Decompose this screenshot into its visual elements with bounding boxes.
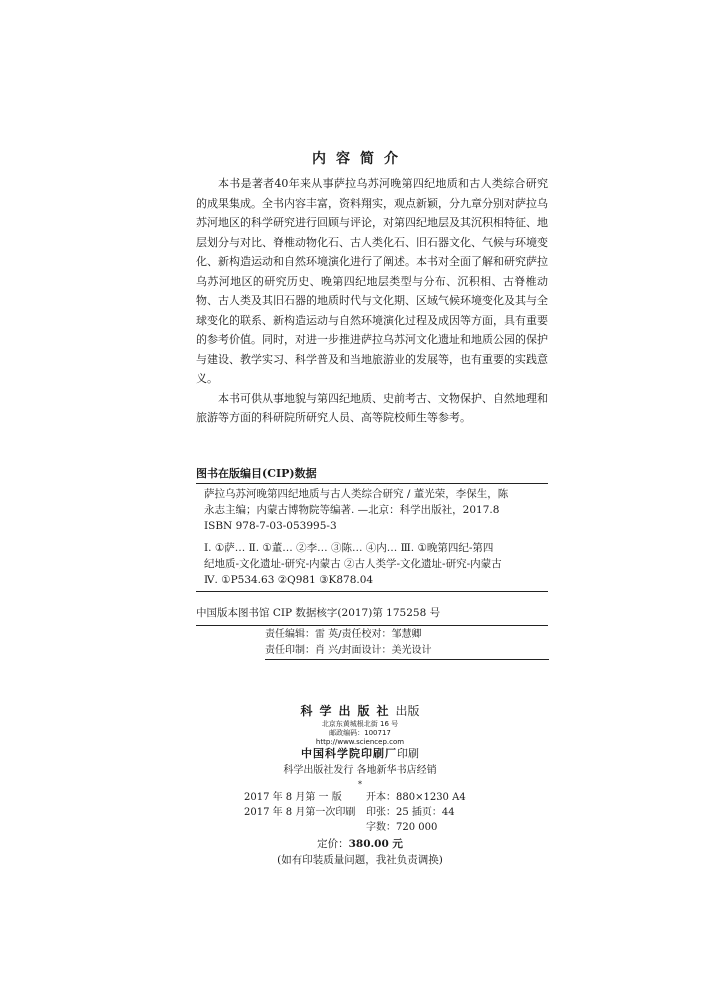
- cip-isbn: ISBN 978-7-03-053995-3: [204, 520, 337, 532]
- format-line: 开本：880×1230 A4: [366, 792, 466, 803]
- summary-paragraph-2: 本书可供从事地貌与第四纪地质、史前考古、文物保护、自然地理和旅游等方面的科研院所研究人员、高等院校师生等参考。: [196, 391, 548, 424]
- word-count: 字数：720 000: [366, 822, 438, 833]
- credits-divider: [265, 659, 549, 660]
- printer-name: 中国科学院印刷厂: [301, 747, 397, 760]
- edition-line: 2017 年 8 月第 一 版: [244, 792, 342, 803]
- distribution-line: 科学出版社发行 各地新华书店经销: [283, 765, 437, 776]
- cip-line-2: 永志主编；内蒙古博物院等编著. —北京：科学出版社，2017.8: [204, 504, 500, 516]
- credits-editors: 责任编辑：雷 英/责任校对：邹慧卿: [265, 629, 422, 640]
- printer-line: [0, 747, 720, 761]
- price-line: [0, 837, 720, 851]
- quality-note: (如有印装质量问题，我社负责调换): [277, 854, 443, 866]
- publisher-postcode: 邮政编码：100717: [329, 729, 391, 737]
- price-value: 380.00 元: [348, 838, 403, 850]
- publisher-address: 北京东黄城根北街 16 号: [321, 720, 399, 728]
- summary-body: [196, 174, 548, 428]
- sheets-line: 印张：25 插页：44: [366, 807, 455, 818]
- cip-line-1: 萨拉乌苏河晚第四纪地质与古人类综合研究 / 董光荣，李保生，陈: [204, 488, 509, 500]
- credits-production: 责任印制：肖 兴/封面设计：美光设计: [265, 645, 432, 656]
- publisher-name: 科学出版社: [300, 704, 396, 718]
- publisher-suffix: 出版: [395, 704, 420, 718]
- cip-core-number: 中国版本图书馆 CIP 数据核字(2017)第 175258 号: [196, 607, 441, 619]
- core-divider: [196, 625, 548, 626]
- summary-title: 内容简介: [312, 151, 408, 167]
- publisher-website: http://www.sciencep.com: [315, 738, 405, 746]
- summary-paragraph-1: 本书是著者40年来从事萨拉乌苏河晚第四纪地质和古人类综合研究的成果集成。全书内容丰富，资料翔实，观点新颖，分九章分别对萨拉乌苏河地区的科学研究进行回顾与评论，对第四纪地层及其沉积相特征、地层划分与对比、脊椎动物化石、古人类化石、旧石器文化、气候与环境变化、新构造运动和自然环境演化进行了阐述。本书对全面了解和研究萨拉乌苏河地区的研究历史、晚第四纪地层类型与分布、沉积相、古脊椎动物、古人类及其旧石器的地质时代与文化期、区域气候环境变化及其与全球变化的联系、新构造运动与自然环境演化过程及成因等方面，具有重要的参考价值。同时，对进一步推进萨拉乌苏河文化遗址和地质公园的保护与建设、教学实习、科学普及和当地旅游业的发展等，也有重要的实践意义。: [196, 177, 548, 385]
- cip-title: 图书在版编目(CIP)数据: [196, 467, 317, 480]
- printing-line: 2017 年 8 月第一次印刷: [244, 807, 356, 818]
- price-label: 定价：: [317, 838, 349, 850]
- publisher-line: [0, 703, 720, 719]
- printer-suffix: 印刷: [397, 747, 419, 760]
- cip-class-line-1: Ⅰ. ①萨… Ⅱ. ①董… ②李… ③陈… ④内… Ⅲ. ①晚第四纪-第四: [204, 542, 494, 554]
- cip-class-line-2: 纪地质-文化遗址-研究-内蒙古 ②古人类学-文化遗址-研究-内蒙古: [204, 558, 502, 570]
- separator-star: *: [358, 780, 362, 789]
- cip-data-box: [196, 483, 548, 592]
- cip-class-line-3: Ⅳ. ①P534.63 ②Q981 ③K878.04: [204, 574, 374, 586]
